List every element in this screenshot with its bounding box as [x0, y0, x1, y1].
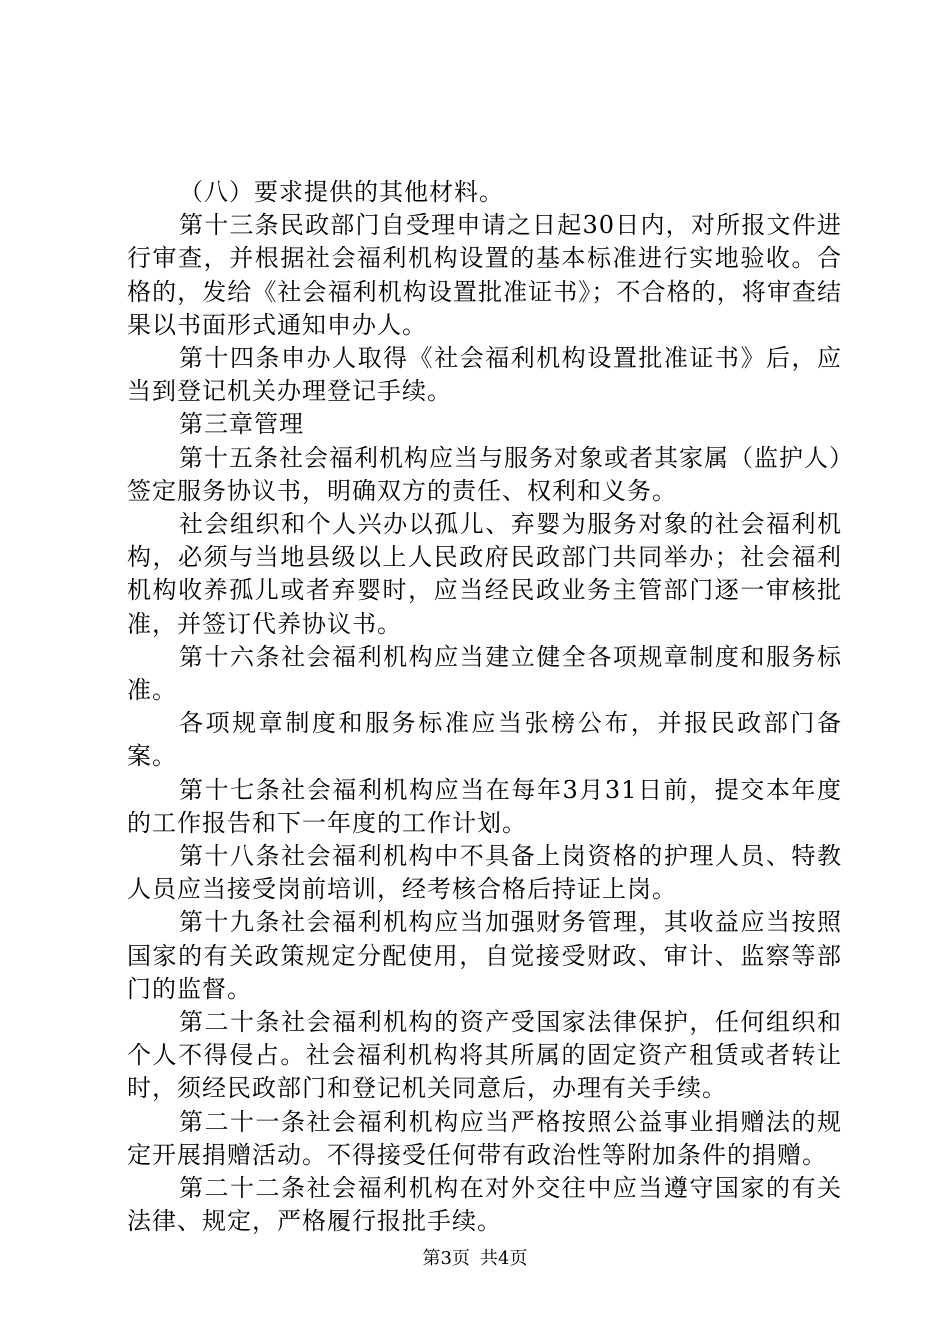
paragraph-article-17: 第十七条社会福利机构应当在每年3月31日前，提交本年度的工作报告和下一年度的工作计划。 — [127, 775, 842, 837]
paragraph-article-13: 第十三条民政部门自受理申请之日起30日内，对所报文件进行审查，并根据社会福利机构设置的基本标准进行实地验收。合格的，发给《社会福利机构设置批准证书》；不合格的，将审查结果以书面形式通知申办人。 — [127, 211, 842, 339]
page-number: 第3页 — [422, 1248, 470, 1269]
document-body — [127, 176, 842, 1239]
paragraph-orphan-institutions: 社会组织和个人兴办以孤儿、弃婴为服务对象的社会福利机构，必须与当地县级以上人民政府民政部门共同举办；社会福利机构收养孤儿或者弃婴时，应当经民政业务主管部门逐一审核批准，并签订代养协议书。 — [127, 510, 842, 638]
chapter-heading: 第三章管理 — [179, 410, 304, 439]
paragraph-article-16: 第十六条社会福利机构应当建立健全各项规章制度和服务标准。 — [127, 642, 842, 705]
paragraph-article-21: 第二十一条社会福利机构应当严格按照公益事业捐赠法的规定开展捐赠活动。不得接受任何带有政治性等附加条件的捐赠。 — [127, 1107, 842, 1169]
paragraph-article-19: 第十九条社会福利机构应当加强财务管理，其收益应当按照国家的有关政策规定分配使用，自觉接受财政、审计、监察等部门的监督。 — [127, 908, 842, 1003]
paragraph-article-18: 第十八条社会福利机构中不具备上岗资格的护理人员、特教人员应当接受岗前培训，经考核合格后持证上岗。 — [127, 842, 842, 904]
paragraph-article-20: 第二十条社会福利机构的资产受国家法律保护，任何组织和个人不得侵占。社会福利机构将其所属的固定资产租赁或者转让时，须经民政部门和登记机关同意后，办理有关手续。 — [127, 1008, 842, 1103]
page-footer — [0, 1248, 950, 1270]
paragraph-rules-publication: 各项规章制度和服务标准应当张榜公布，并报民政部门备案。 — [127, 709, 842, 771]
paragraph-article-15: 第十五条社会福利机构应当与服务对象或者其家属（监护人）签定服务协议书，明确双方的责任、权利和义务。 — [127, 443, 842, 505]
paragraph-article-22: 第二十二条社会福利机构在对外交往中应当遵守国家的有关法律、规定，严格履行报批手续。 — [127, 1174, 842, 1236]
paragraph-article-14: 第十四条申办人取得《社会福利机构设置批准证书》后，应当到登记机关办理登记手续。 — [127, 344, 842, 406]
paragraph-item-8-materials: （八）要求提供的其他材料。 — [179, 178, 504, 206]
page-total: 共4页 — [480, 1248, 528, 1269]
